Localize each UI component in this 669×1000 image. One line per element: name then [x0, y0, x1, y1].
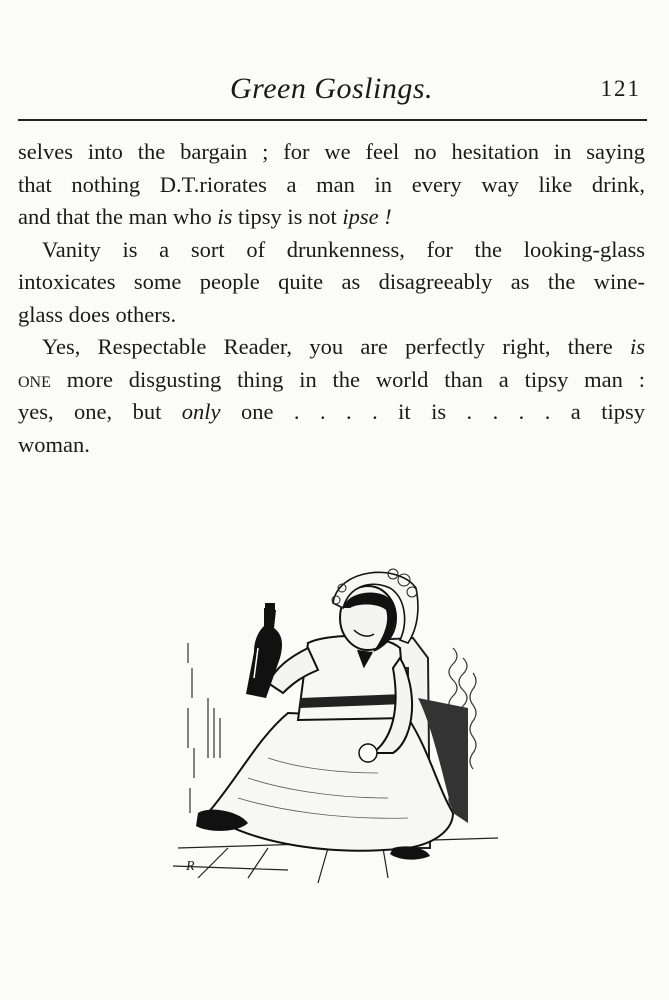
skirt — [208, 713, 453, 851]
text-line: intoxicates some people quite as disagreeably as the wine- — [18, 269, 645, 294]
page-number: 121 — [600, 76, 641, 101]
text-line: that nothing D.T.riorates a man in every way like drink, — [18, 171, 645, 197]
text-run: one . . . . it is . . . . a tipsy — [220, 399, 645, 424]
italic-run: is — [217, 204, 233, 229]
text-line: Vanity is a sort of drunkenness, for the looking-glass — [42, 236, 645, 262]
italic-run: only — [181, 399, 221, 424]
running-title: Green Goslings. — [229, 72, 434, 105]
text-run: and that the man who — [18, 204, 218, 229]
text-line — [18, 331, 645, 364]
text-run: Yes, Respectable Reader, you are perfectly right, there — [42, 334, 630, 359]
text-line: glass does others. — [18, 301, 177, 327]
paragraph-3 — [18, 331, 645, 461]
text-run: more disgusting thing in the world than a tipsy man : — [50, 366, 645, 392]
text-line — [18, 396, 645, 429]
page-header — [18, 68, 645, 116]
body-text — [18, 136, 645, 461]
glass-icon — [359, 744, 377, 762]
text-run: tipsy is not — [232, 204, 343, 229]
text-run: yes, one, but — [18, 399, 182, 424]
italic-run: is — [629, 334, 645, 359]
text-line — [18, 364, 645, 397]
small-caps-run: one — [18, 366, 51, 392]
paragraph-1 — [18, 136, 645, 234]
tipsy-woman-illustration — [168, 548, 508, 888]
text-line: selves into the bargain ; for we feel no hesitation in saying — [18, 139, 645, 164]
paragraph-2 — [18, 234, 645, 332]
text-line — [18, 201, 645, 234]
text-line: woman. — [18, 431, 90, 457]
header-rule — [18, 119, 647, 121]
italic-run: ipse ! — [342, 204, 392, 229]
artist-monogram: R — [186, 859, 195, 874]
